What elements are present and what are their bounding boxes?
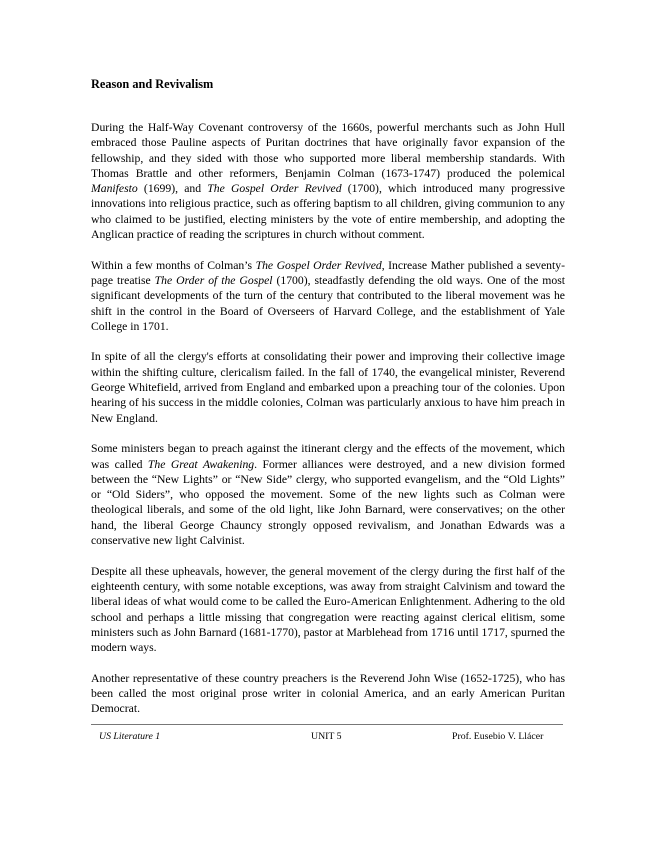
footer-course: US Literature 1 (99, 731, 161, 742)
paragraph-text: (1700), which introduced many progressive innovations into religious practice, such as offering baptism to all children, giving communion to any who claimed to be justified, electing ministers by the vote of entire membership, and adopting the Anglican practice of reading the scriptures in church without comment. (91, 182, 565, 242)
footer-unit: UNIT 5 (311, 731, 342, 742)
document-body (91, 120, 565, 732)
paragraph-text: During the Half-Way Covenant controversy of the 1660s, powerful merchants such as John Hull embraced those Pauline aspects of Puritan doctrines that have originally favor expansion of the fellowship, and they sided with those who supported more liberal membership standards. With Thomas Brattle and other reformers, Benjamin Colman (1673-1747) produced the polemical (91, 121, 565, 180)
italic-title: The Gospel Order Revived (207, 182, 342, 196)
paragraph-text: (1700), steadfastly defending the old ways. One of the most significant developments of the turn of the century that contributed to the liberal movement was he shift in the control in the Board of Overseers of Harvard College, and the establishment of Yale College in 1701. (91, 273, 565, 333)
italic-title: Manifesto (91, 182, 138, 196)
italic-title: The Order of the Gospel (154, 273, 273, 287)
paragraph-text: Another representative of these country preachers is the Reverend John Wise (1652-1725), who has been called the most original prose writer in colonial America, and an early American Puritan Democrat. (91, 671, 565, 716)
paragraph (91, 564, 565, 656)
paragraph (91, 441, 565, 548)
paragraph-text: Despite all these upheavals, however, the general movement of the clergy during the first half of the eighteenth century, with some notable exceptions, was away from straight Calvinism and toward the liberal ideas of what would come to be called the Euro-American Enlightenment. Adhering to the old school and perhaps a little missing that congregation were reacting against clerical elitism, some ministers such as John Barnard (1681-1770), pastor at Marblehead from 1716 until 1717, spurned the modern ways. (91, 564, 565, 655)
paragraph (91, 671, 565, 717)
paragraph (91, 349, 565, 425)
paragraph-text: (1699), and (137, 182, 208, 196)
paragraph (91, 120, 565, 242)
paragraph-text: Within a few months of Colman’s (91, 258, 256, 272)
paragraph (91, 258, 565, 334)
italic-title: The Gospel Order Revived (255, 258, 382, 272)
paragraph-text: . Former alliances were destroyed, and a new division formed between the “New Lights” or “New Side” clergy, who supported evangelism, and the “Old Lights” or “Old Siders”, who opposed the movement. Some of the new lights such as Colman were theological liberals, and some of the old light, like John Barnard, were conservatives; on the other hand, the liberal George Chauncy strongly opposed revivalism, and Jonathan Edwards was a conservative new light Calvinist. (91, 457, 565, 548)
italic-title: The Great Awakening (147, 457, 255, 471)
paragraph-text: Some ministers began to preach against the itinerant clergy and the effects of the movement, which was called (91, 442, 565, 471)
section-heading: Reason and Revivalism (91, 77, 214, 91)
page-footer (91, 724, 563, 742)
paragraph-text: , Increase Mather published a seventy-page treatise (91, 258, 566, 287)
footer-author: Prof. Eusebio V. Llácer (452, 731, 544, 742)
paragraph-text: In spite of all the clergy's efforts at consolidating their power and improving their collective image within the shifting culture, clericalism failed. In the fall of 1740, the evangelical minister, Reverend George Whitefield, arrived from England and embarked upon a preaching tour of the colonies. Upon hearing of his success in the middle colonies, Colman was particularly anxious to have him preach in New England. (91, 350, 565, 425)
